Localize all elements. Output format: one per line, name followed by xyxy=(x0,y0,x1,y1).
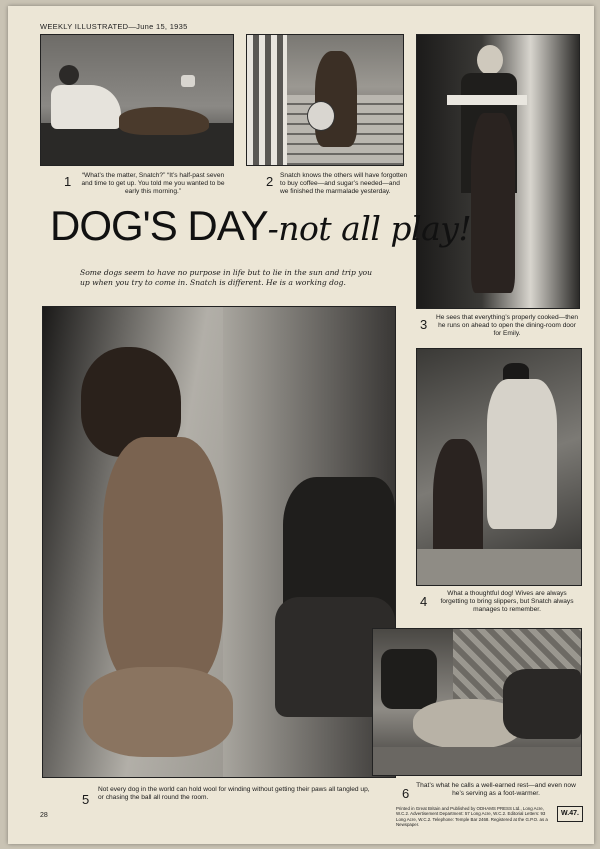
title-tail: -not all play! xyxy=(267,209,472,248)
photo-6-rest xyxy=(372,628,582,776)
photo-3-doorway xyxy=(416,34,580,309)
page-number: 28 xyxy=(40,812,48,819)
photo-2-stairs xyxy=(246,34,404,166)
caption-3-text: He sees that everything’s properly cooked—then he runs on ahead to open the dining-room door for Emily. xyxy=(435,314,579,337)
issue-badge: W.47. xyxy=(557,806,583,822)
caption-2-number: 2 xyxy=(266,174,274,189)
photo-5-wool-winding xyxy=(42,306,396,778)
caption-2-text: Snatch knows the others will have forgotten to buy coffee—and sugar’s needed—and we finished the marmalade yesterday. xyxy=(280,172,408,195)
caption-6-text: That’s what he calls a well-earned rest—and even now he’s serving as a foot-warmer. xyxy=(416,782,576,797)
caption-3-number: 3 xyxy=(420,317,428,332)
caption-5-number: 5 xyxy=(82,792,90,807)
publisher-imprint: Printed in Great Britain and Published by ODHAMS PRESS Ltd., Long Acre, W.C.2. Advertisement Department: 57 Long Acre, W.C.2. Editorial Letters: 93 Long Acre, W.C.2. Telephone: Temple Bar 2468. Registered at the G.P.O. as a Newspaper. xyxy=(396,806,548,828)
caption-1-number: 1 xyxy=(64,174,72,189)
caption-4-text: What a thoughtful dog! Wives are always forgetting to bring slippers, but Snatch always manages to remember. xyxy=(440,590,574,613)
caption-5-text: Not every dog in the world can hold wool for winding without getting their paws all tangled up, or chasing the ball all round the room. xyxy=(98,786,370,801)
photo-4-slippers xyxy=(416,348,582,586)
caption-6-number: 6 xyxy=(402,786,410,801)
caption-4-number: 4 xyxy=(420,594,428,609)
photo-1-bedroom xyxy=(40,34,234,166)
intro-text: Some dogs seem to have no purpose in life but to lie in the sun and trip you up when you try to come in. Snatch is different. He is a working dog. xyxy=(80,268,372,287)
title-main: DOG'S DAY xyxy=(50,202,268,249)
caption-1-text: “What’s the matter, Snatch?” “It’s half-past seven and time to get up. You told me you wanted to be early this morning.” xyxy=(81,172,225,195)
magazine-page xyxy=(8,6,594,844)
page-title xyxy=(50,202,471,250)
masthead: WEEKLY ILLUSTRATED—June 15, 1935 xyxy=(40,22,188,31)
